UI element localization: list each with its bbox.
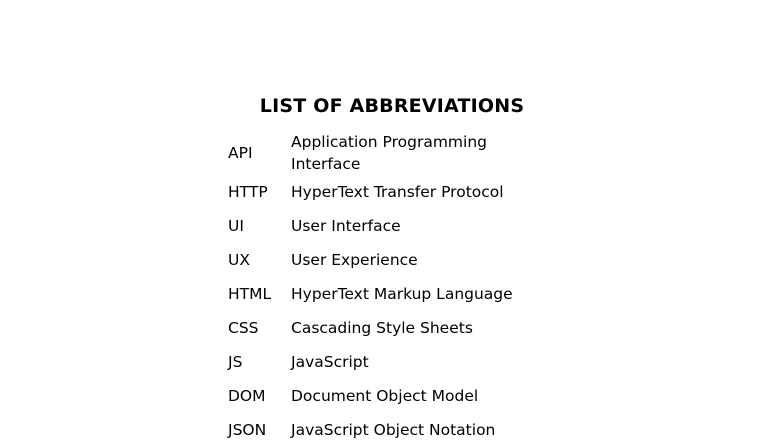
abbreviation-row [228, 209, 548, 243]
abbreviation-row [228, 130, 548, 175]
abbreviation-term: JSON [228, 421, 267, 439]
abbreviation-definition: User Experience [291, 251, 418, 269]
abbreviation-definition: Cascading Style Sheets [291, 319, 473, 337]
abbreviation-term: UX [228, 251, 250, 269]
abbreviation-term: UI [228, 217, 244, 235]
abbreviation-term: API [228, 143, 253, 162]
abbreviation-row [228, 277, 548, 311]
abbreviation-row [228, 311, 548, 345]
abbreviation-row [228, 345, 548, 379]
abbreviation-term: JS [228, 353, 243, 371]
abbreviation-term: HTTP [228, 183, 268, 201]
abbreviation-definition: JavaScript Object Notation [291, 421, 496, 439]
abbreviation-definition: JavaScript [291, 353, 369, 371]
abbreviation-row [228, 243, 548, 277]
abbreviation-term: DOM [228, 387, 266, 405]
page-title: LIST OF ABBREVIATIONS [259, 95, 525, 117]
abbreviation-definition: Application Programming Interface [291, 132, 487, 173]
abbreviation-definition: Document Object Model [291, 387, 479, 405]
abbreviation-row [228, 379, 548, 413]
abbreviation-row [228, 175, 548, 209]
abbreviation-term: HTML [228, 285, 272, 303]
abbreviation-row [228, 413, 548, 447]
abbreviation-definition: User Interface [291, 217, 401, 235]
abbreviations-table [228, 130, 548, 447]
abbreviation-definition: HyperText Markup Language [291, 285, 513, 303]
abbreviation-definition: HyperText Transfer Protocol [291, 183, 504, 201]
abbreviation-term: CSS [228, 319, 259, 337]
